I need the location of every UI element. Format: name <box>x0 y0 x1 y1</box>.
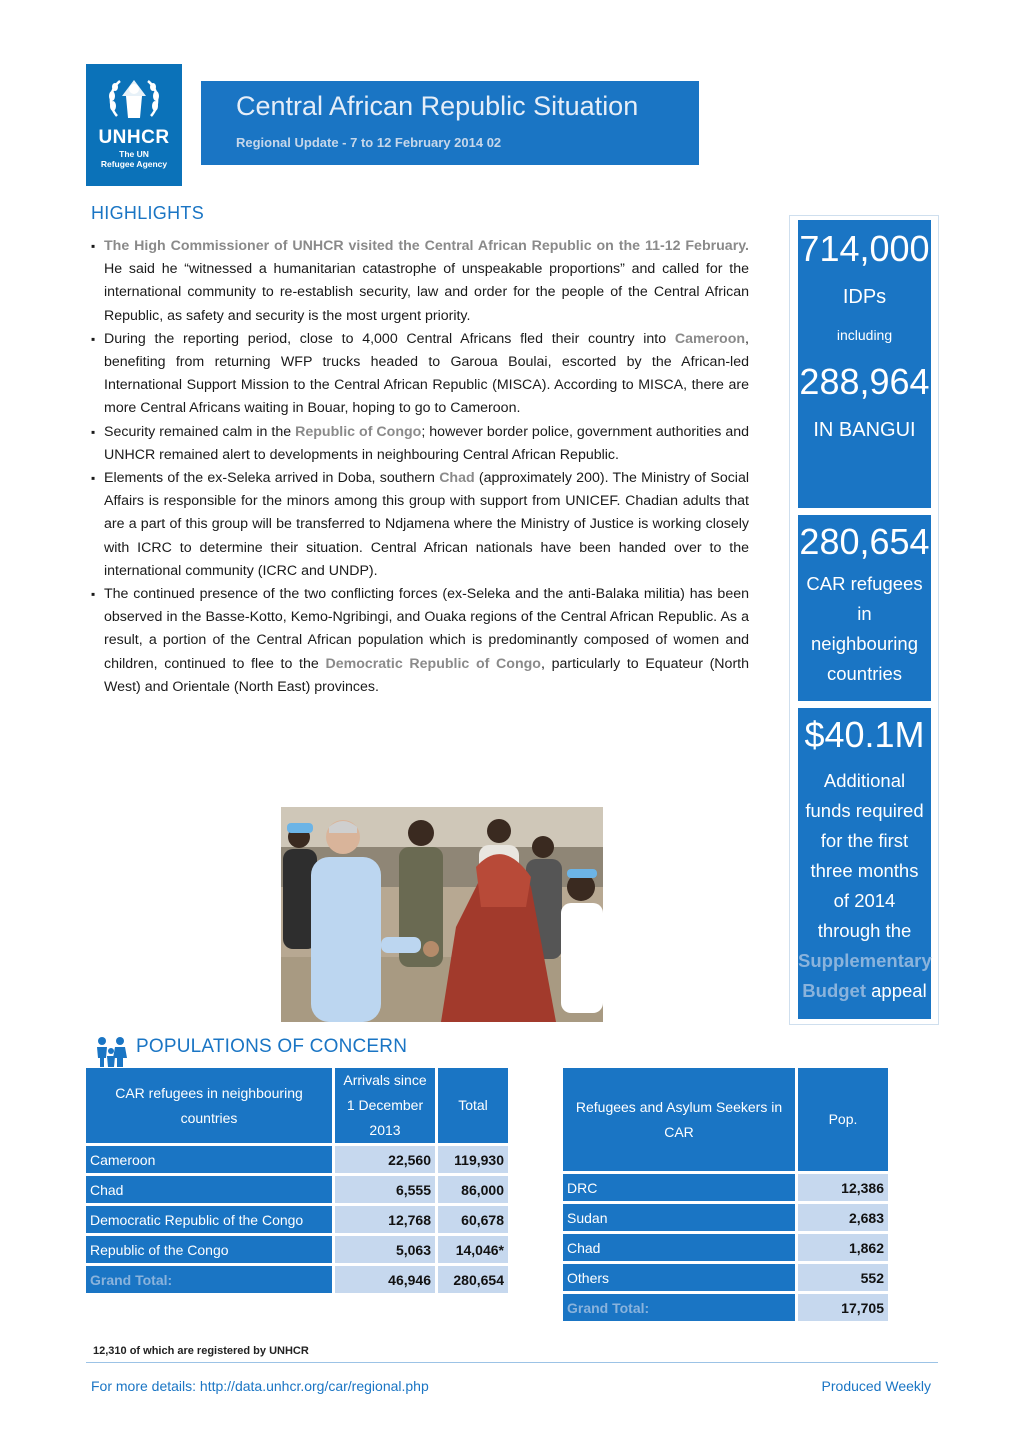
idp-box <box>798 220 931 508</box>
highlight-item <box>91 328 749 421</box>
refugee-number: 280,654 <box>799 521 930 562</box>
table-row <box>563 1234 888 1261</box>
row-country: Republic of the Congo <box>86 1236 332 1263</box>
grand-total-total: 280,654 <box>438 1266 508 1293</box>
row-arrivals: 12,768 <box>335 1206 435 1233</box>
funds-number: $40.1M <box>804 714 925 755</box>
bangui-number: 288,964 <box>799 361 930 402</box>
highlight-text: , benefiting from returning WFP trucks headed to Garoua Boulai, escorted by the African-led International Support Mission to the Central African Republic (MISCA). According to MISCA, there are more Central Africans waiting in Bouar, hoping to go to Cameroon. <box>104 330 749 417</box>
refugee-label <box>798 569 931 689</box>
logo-tagline-1: The UN <box>119 149 149 159</box>
table-footnote: 12,310 of which are registered by UNHCR <box>93 1345 309 1357</box>
highlights-list <box>91 235 749 699</box>
refugee-label-line: in <box>857 603 872 624</box>
row-origin: Others <box>563 1264 795 1291</box>
budget-link: Budget <box>802 980 866 1001</box>
funds-label-line: through the <box>817 920 912 941</box>
refugees-in-car-table <box>560 1065 891 1324</box>
row-total: 60,678 <box>438 1206 508 1233</box>
row-pop: 2,683 <box>798 1204 888 1231</box>
grand-total-pop: 17,705 <box>798 1294 888 1321</box>
highlight-text: , particularly to Equateur (North West) and Orientale (North East) provinces. <box>104 655 750 695</box>
table-total-row <box>563 1294 888 1321</box>
footer-divider <box>86 1362 938 1363</box>
refugee-label-line: countries <box>826 663 903 684</box>
table-row <box>86 1206 508 1233</box>
table-row <box>86 1176 508 1203</box>
idp-number: 714,000 <box>799 228 930 269</box>
more-details-link[interactable]: For more details: http://data.unhcr.org/car/regional.php <box>91 1378 429 1394</box>
row-origin: Sudan <box>563 1204 795 1231</box>
highlight-item <box>91 583 749 699</box>
country-link-drc: Democratic Republic of Congo <box>325 655 541 672</box>
grand-total-label: Grand Total: <box>86 1266 332 1293</box>
car-refugees-table <box>83 1065 511 1296</box>
row-pop: 552 <box>798 1264 888 1291</box>
supplementary-budget-link: Supplementary <box>798 950 932 971</box>
row-origin: DRC <box>563 1174 795 1201</box>
highlight-text: ; however border police, government authorities and UNHCR remained alert to developments in neighbouring Central African Republic. <box>104 423 749 463</box>
highlights-heading: HIGHLIGHTS <box>91 203 205 223</box>
highlight-item <box>91 467 749 583</box>
highlight-text: He said he “witnessed a humanitarian catastrophe of unspeakable proportions” and called for the international community to re-establish security, law and order for the people of the Central African Republic, as safety and security is the most urgent priority. <box>104 261 749 324</box>
row-country: Chad <box>86 1176 332 1203</box>
row-arrivals: 22,560 <box>335 1146 435 1173</box>
column-header-country: CAR refugees in neighbouring countries <box>86 1068 332 1143</box>
key-figures-panel <box>789 215 939 1025</box>
funds-label-line: funds required <box>805 800 924 821</box>
unhcr-logo <box>86 64 182 186</box>
funds-box <box>798 708 931 1019</box>
country-link-cameroon: Cameroon <box>674 330 746 347</box>
row-arrivals: 6,555 <box>335 1176 435 1203</box>
highlight-text: During the reporting period, close to 4,000 Central Africans fled their country into <box>104 330 675 347</box>
funds-tail: appeal <box>866 980 927 1001</box>
funds-label <box>798 766 931 1006</box>
funds-label-line: for the first <box>820 830 909 851</box>
funds-label-line: Additional <box>823 770 906 791</box>
column-header-total: Total <box>438 1068 508 1143</box>
row-arrivals: 5,063 <box>335 1236 435 1263</box>
table-row <box>563 1174 888 1201</box>
table-total-row <box>86 1266 508 1293</box>
refugee-label-line: CAR refugees <box>806 573 923 594</box>
table-row <box>86 1146 508 1173</box>
frequency-note: Produced Weekly <box>821 1378 931 1394</box>
table-row <box>563 1204 888 1231</box>
visit-photo <box>281 807 603 1022</box>
refugee-box <box>798 515 931 701</box>
header-banner <box>201 81 699 165</box>
country-link-roc: Republic of Congo <box>295 423 422 440</box>
unhcr-emblem-icon <box>86 76 182 129</box>
highlight-item <box>91 421 749 467</box>
highlight-item <box>91 235 749 328</box>
row-country: Cameroon <box>86 1146 332 1173</box>
row-total: 119,930 <box>438 1146 508 1173</box>
table-row <box>563 1264 888 1291</box>
populations-heading: POPULATIONS OF CONCERN <box>136 1036 408 1057</box>
highlight-lead: The High Commissioner of UNHCR visited the Central African Republic on the 11-12 February. <box>104 238 749 254</box>
row-total: 86,000 <box>438 1176 508 1203</box>
country-link-chad: Chad <box>439 470 475 487</box>
table-row <box>86 1236 508 1263</box>
page-title: Central African Republic Situation <box>236 91 639 121</box>
row-origin: Chad <box>563 1234 795 1261</box>
page-subtitle: Regional Update - 7 to 12 February 2014 02 <box>236 135 502 150</box>
column-header-pop: Pop. <box>798 1068 888 1171</box>
funds-label-line: of 2014 <box>833 890 896 911</box>
funds-label-line <box>798 976 931 1006</box>
highlight-text: Elements of the ex-Seleka arrived in Doba, southern <box>104 470 440 487</box>
funds-label-line: three months <box>810 860 919 881</box>
column-header-arrivals: Arrivals since 1 December 2013 <box>335 1068 435 1143</box>
refugee-label-line: neighbouring <box>811 633 918 654</box>
logo-brand: UNHCR <box>98 127 170 148</box>
column-header-origin: Refugees and Asylum Seekers in CAR <box>563 1068 795 1171</box>
row-country: Democratic Republic of the Congo <box>86 1206 332 1233</box>
grand-total-label: Grand Total: <box>563 1294 795 1321</box>
highlight-text: Security remained calm in the <box>104 423 296 440</box>
highlight-text: (approximately 200). The Ministry of Social Affairs is responsible for the minors among this group with support from UNICEF. Chadian adults that are a part of this group will be transferred to Ndjamena where the Ministry of Justice is working closely with ICRC to determine their situation. Central African nationals have been handed over to the international community (ICRC and UNDP). <box>104 470 750 579</box>
row-total: 14,046* <box>438 1236 508 1263</box>
grand-total-arrivals: 46,946 <box>335 1266 435 1293</box>
row-pop: 1,862 <box>798 1234 888 1261</box>
bangui-label: IN BANGUI <box>813 419 916 441</box>
row-pop: 12,386 <box>798 1174 888 1201</box>
logo-tagline-2: Refugee Agency <box>100 159 168 169</box>
highlight-text: The continued presence of the two conflicting forces (ex-Seleka and the anti-Balaka militia) has been observed in the Basse-Kotto, Kemo-Ngribingi, and Ouaka regions of the Central African Republic. As a result, a portion of the Central African population which is predominantly composed of women and children, continued to flee to the <box>104 586 749 672</box>
idp-including: including <box>836 327 893 343</box>
idp-label: IDPs <box>842 286 887 308</box>
